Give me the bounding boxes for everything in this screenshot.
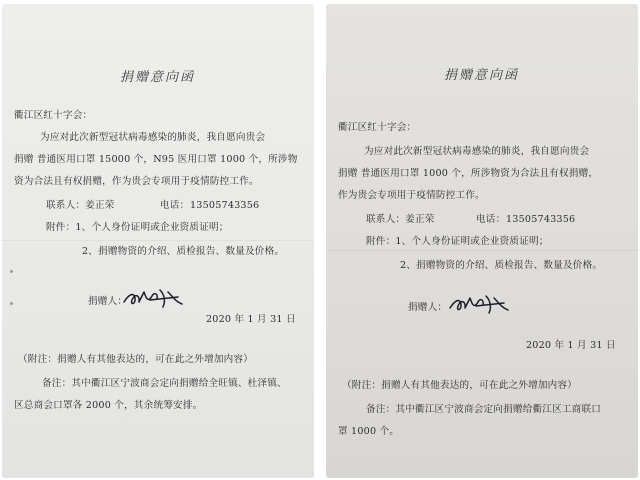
- body-line: 捐赠 普通医用口罩 15000 个，N95 医用口罩 1000 个，所涉物: [14, 154, 298, 165]
- donation-letter-right: [326, 4, 638, 478]
- attachment-2: 2、捐赠物资的介绍、质检报告、数量及价格。: [400, 260, 603, 271]
- contact-person: 联系人：姜正荣: [46, 200, 115, 211]
- donor-label: 捐赠人：: [88, 296, 128, 307]
- phone-label: 电话：: [476, 214, 506, 225]
- note-line: （附注：捐赠人有其他表达的，可在此之外增加内容）: [18, 354, 254, 365]
- attachment-1: 附件：1、个人身份证明或企业资质证明；: [46, 222, 229, 233]
- remark-line: 区总商会口罩各 2000 个，其余统筹安排。: [14, 400, 203, 411]
- body-line: 捐赠 普通医用口罩 1000 个，所涉物资为合法且有权捐赠，: [338, 168, 599, 179]
- punch-hole: [10, 270, 13, 273]
- donor-label: 捐赠人：: [408, 302, 448, 313]
- body-line: 为应对此次新型冠状病毒感染的肺炎，我自愿向贵会: [364, 146, 590, 157]
- remark-line: 备注：其中衢江区宁波商会定向捐赠给全旺镇、杜泽镇、: [42, 378, 287, 389]
- letter-title: 捐赠意向函: [120, 70, 196, 85]
- punch-hole: [10, 302, 13, 305]
- handwritten-signature: [446, 290, 512, 316]
- contact-person: 联系人：姜正荣: [366, 214, 435, 225]
- body-line: 为应对此次新型冠状病毒感染的肺炎，我自愿向贵会: [40, 132, 266, 143]
- salutation: 衢江区红十字会：: [14, 110, 93, 121]
- phone-number: 13505743356: [190, 200, 260, 211]
- attachment-1: 附件：1、个人身份证明或企业资质证明；: [366, 236, 549, 247]
- paper-fold: [326, 250, 638, 251]
- salutation: 衢江区红十字会：: [338, 122, 417, 133]
- attachment-2: 2、捐赠物资的介绍、质检报告、数量及价格。: [82, 246, 285, 257]
- phone-label: 电话：: [160, 200, 190, 211]
- remark-line: 备注：其中衢江区宁波商会定向捐赠给衢江区工商联口: [366, 404, 602, 415]
- letter-date: 2020 年 1 月 31 日: [206, 314, 296, 325]
- remark-line: 罩 1000 个。: [338, 426, 400, 437]
- body-line: 资为合法且有权捐赠，作为贵会专项用于疫情防控工作。: [14, 176, 259, 187]
- phone-number: 13505743356: [506, 214, 576, 225]
- paper-fold: [2, 240, 314, 241]
- body-line: 作为贵会专项用于疫情防控工作。: [338, 190, 485, 201]
- letter-title: 捐赠意向函: [444, 68, 520, 83]
- note-line: （附注：捐赠人有其他表达的，可在此之外增加内容）: [342, 380, 578, 391]
- donation-letter-left: [2, 4, 314, 478]
- handwritten-signature: [120, 284, 186, 310]
- letter-date: 2020 年 1 月 31 日: [526, 340, 616, 351]
